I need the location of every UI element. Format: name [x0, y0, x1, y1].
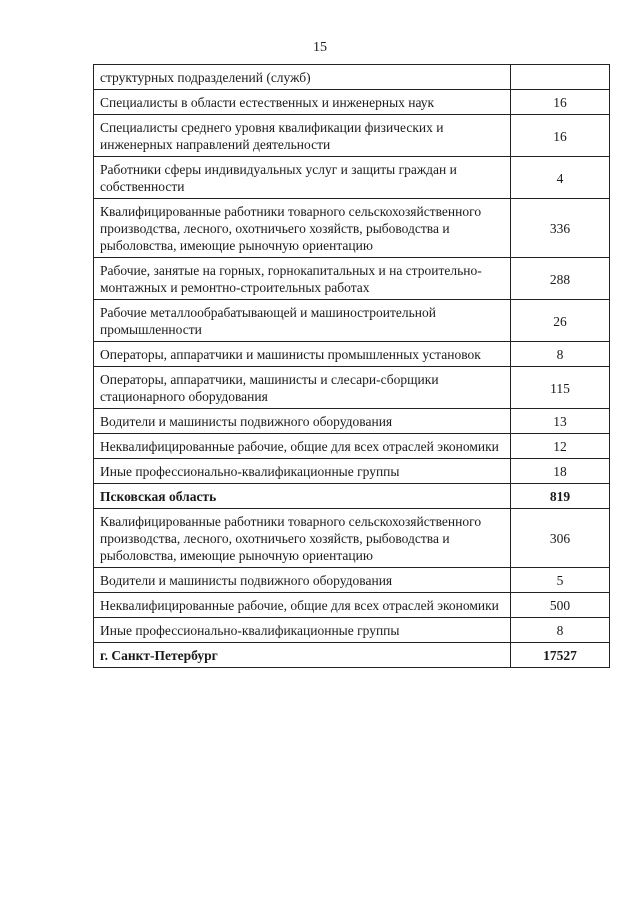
occupation-group-cell: Иные профессионально-квалификационные группы	[94, 459, 511, 484]
table-row	[94, 367, 610, 409]
table-row	[94, 258, 610, 300]
table-body	[94, 65, 610, 668]
occupation-group-cell: Рабочие металлообрабатывающей и машиностроительной промышленности	[94, 300, 511, 342]
count-cell: 18	[511, 459, 610, 484]
region-total-row	[94, 643, 610, 668]
table-row	[94, 568, 610, 593]
occupation-group-cell: Специалисты среднего уровня квалификации физических и инженерных направлений деятельности	[94, 115, 511, 157]
table-row	[94, 342, 610, 367]
occupation-group-cell: Водители и машинисты подвижного оборудования	[94, 409, 511, 434]
table-row	[94, 509, 610, 568]
count-cell: 12	[511, 434, 610, 459]
region-name-cell: г. Санкт-Петербург	[94, 643, 511, 668]
occupation-group-cell: Специалисты в области естественных и инженерных наук	[94, 90, 511, 115]
occupation-group-cell: Иные профессионально-квалификационные группы	[94, 618, 511, 643]
count-cell	[511, 65, 610, 90]
occupation-group-cell: структурных подразделений (служб)	[94, 65, 511, 90]
occupation-group-cell: Неквалифицированные рабочие, общие для всех отраслей экономики	[94, 434, 511, 459]
table-row	[94, 199, 610, 258]
occupation-group-cell: Рабочие, занятые на горных, горнокапитальных и на строительно-монтажных и ремонтно-строительных работах	[94, 258, 511, 300]
count-cell: 26	[511, 300, 610, 342]
region-name-cell: Псковская область	[94, 484, 511, 509]
count-cell: 16	[511, 90, 610, 115]
count-cell: 8	[511, 342, 610, 367]
count-cell: 336	[511, 199, 610, 258]
occupation-group-cell: Операторы, аппаратчики, машинисты и слесари-сборщики стационарного оборудования	[94, 367, 511, 409]
count-cell: 4	[511, 157, 610, 199]
count-cell: 16	[511, 115, 610, 157]
table-row	[94, 90, 610, 115]
occupation-group-cell: Неквалифицированные рабочие, общие для всех отраслей экономики	[94, 593, 511, 618]
table-row	[94, 300, 610, 342]
table-row	[94, 593, 610, 618]
region-total-cell: 819	[511, 484, 610, 509]
table-row	[94, 157, 610, 199]
table-row	[94, 434, 610, 459]
count-cell: 8	[511, 618, 610, 643]
data-table	[93, 64, 610, 668]
count-cell: 5	[511, 568, 610, 593]
table-row	[94, 459, 610, 484]
occupation-group-cell: Водители и машинисты подвижного оборудования	[94, 568, 511, 593]
table-row	[94, 409, 610, 434]
count-cell: 306	[511, 509, 610, 568]
occupation-group-cell: Квалифицированные работники товарного сельскохозяйственного производства, лесного, охотничьего хозяйств, рыбоводства и рыболовства, имеющие рыночную ориентацию	[94, 199, 511, 258]
table-row	[94, 115, 610, 157]
count-cell: 13	[511, 409, 610, 434]
occupation-group-cell: Операторы, аппаратчики и машинисты промышленных установок	[94, 342, 511, 367]
count-cell: 288	[511, 258, 610, 300]
count-cell: 500	[511, 593, 610, 618]
occupation-group-cell: Работники сферы индивидуальных услуг и защиты граждан и собственности	[94, 157, 511, 199]
region-total-row	[94, 484, 610, 509]
table-row	[94, 618, 610, 643]
region-total-cell: 17527	[511, 643, 610, 668]
page-number: 15	[313, 40, 327, 55]
table-row	[94, 65, 610, 90]
count-cell: 115	[511, 367, 610, 409]
occupation-group-cell: Квалифицированные работники товарного сельскохозяйственного производства, лесного, охотничьего хозяйств, рыбоводства и рыболовства, имеющие рыночную ориентацию	[94, 509, 511, 568]
